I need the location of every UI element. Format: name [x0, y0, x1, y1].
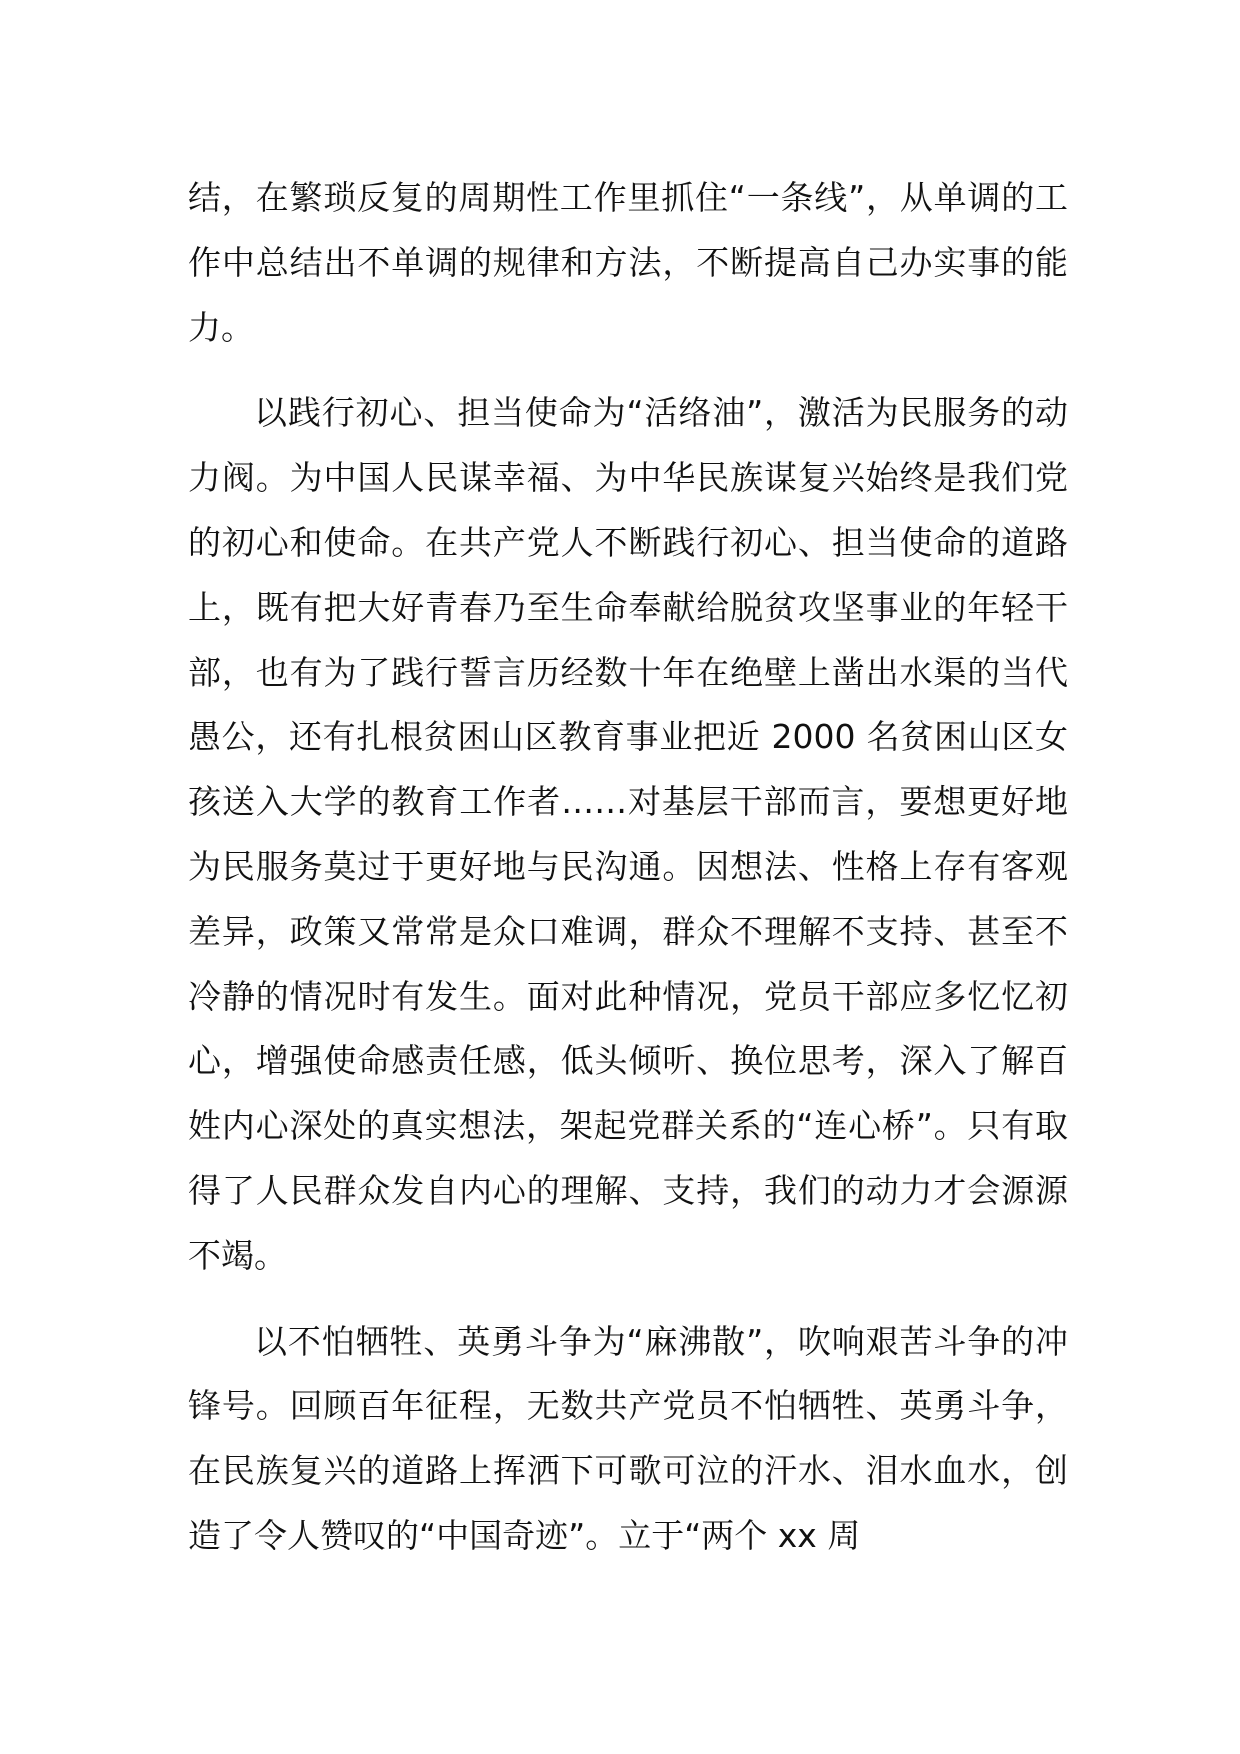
paragraph-continuation: 结，在繁琐反复的周期性工作里抓住“一条线”，从单调的工作中总结出不单调的规律和方法，不断提高自己办实事的能力。 [188, 178, 1068, 347]
paragraph-brave-struggle: 以不怕牺牲、英勇斗争为“麻沸散”，吹响艰苦斗争的冲锋号。回顾百年征程，无数共产党员不怕牺牲、英勇斗争，在民族复兴的道路上挥洒下可歌可泣的汗水、泪水血水，创造了令人赞叹的“中国奇迹”。立于“两个 xx 周 [188, 1321, 1068, 1555]
paragraph-initial-mission: 以践行初心、担当使命为“活络油”，激活为民服务的动力阀。为中国人民谋幸福、为中华民族谋复兴始终是我们党的初心和使命。在共产党人不断践行初心、担当使命的道路上，既有把大好青春乃至生命奉献给脱贫攻坚事业的年轻干部，也有为了践行誓言历经数十年在绝壁上凿出水渠的当代愚公，还有扎根贫困山区教育事业把近 2000 名贫困山区女孩送入大学的教育工作者……对基层干部而言，要想更好地为民服务莫过于更好地与民沟通。因想法、性格上存有客观差异，政策又常常是众口难调，群众不理解不支持、甚至不冷静的情况时有发生。面对此种情况，党员干部应多忆忆初心，增强使命感责任感，低头倾听、换位思考，深入了解百姓内心深处的真实想法，架起党群关系的“连心桥”。只有取得了人民群众发自内心的理解、支持，我们的动力才会源源不竭。 [188, 393, 1068, 1275]
document-body [188, 166, 1068, 1569]
